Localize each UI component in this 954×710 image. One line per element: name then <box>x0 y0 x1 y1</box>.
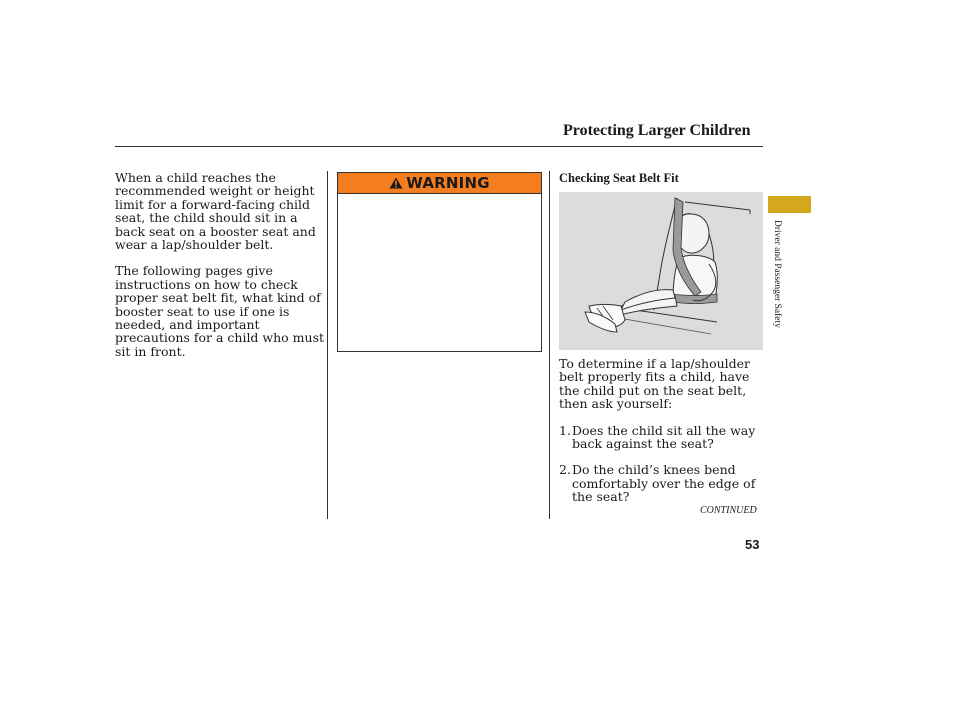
list-item-text: Do the child’s knees bend comfortably over the edge of the seat? <box>572 462 756 505</box>
warning-triangle-icon <box>389 177 403 189</box>
seat-belt-fit-text <box>559 357 764 517</box>
warning-label: WARNING <box>406 174 490 192</box>
warning-box <box>337 172 542 352</box>
list-item-number: 2. <box>559 462 571 478</box>
intro-column <box>115 171 325 371</box>
column-divider-right <box>549 171 550 519</box>
warning-banner <box>338 173 541 194</box>
list-item <box>559 463 764 503</box>
column-divider-left <box>327 171 328 519</box>
title-divider <box>115 146 763 147</box>
list-item <box>559 424 764 451</box>
section-heading: Checking Seat Belt Fit <box>559 171 679 185</box>
page-title: Protecting Larger Children <box>563 122 751 139</box>
child-seated-illustration <box>559 192 763 350</box>
section-tab-label: Driver and Passenger Safety <box>772 220 782 328</box>
intro-paragraph: The following pages give instructions on how to check proper seat belt fit, what kind of booster seat to use if one is needed, and important precautions for a child who must sit in front. <box>115 263 325 359</box>
child-seat-belt-illustration <box>559 192 763 350</box>
list-item-number: 1. <box>559 422 571 438</box>
intro-paragraph: When a child reaches the recommended weight or height limit for a forward-facing child seat, the child should sit in a back seat on a booster seat and wear a lap/shoulder belt. <box>115 170 316 253</box>
seat-belt-fit-heading-block <box>559 171 764 185</box>
section-tab <box>768 196 811 213</box>
seat-belt-fit-intro: To determine if a lap/shoulder belt properly fits a child, have the child put on the seat belt, then ask yourself: <box>559 356 751 412</box>
continued-marker: CONTINUED <box>700 505 757 516</box>
list-item-text: Does the child sit all the way back against the seat? <box>572 422 756 452</box>
page-number: 53 <box>745 537 760 552</box>
